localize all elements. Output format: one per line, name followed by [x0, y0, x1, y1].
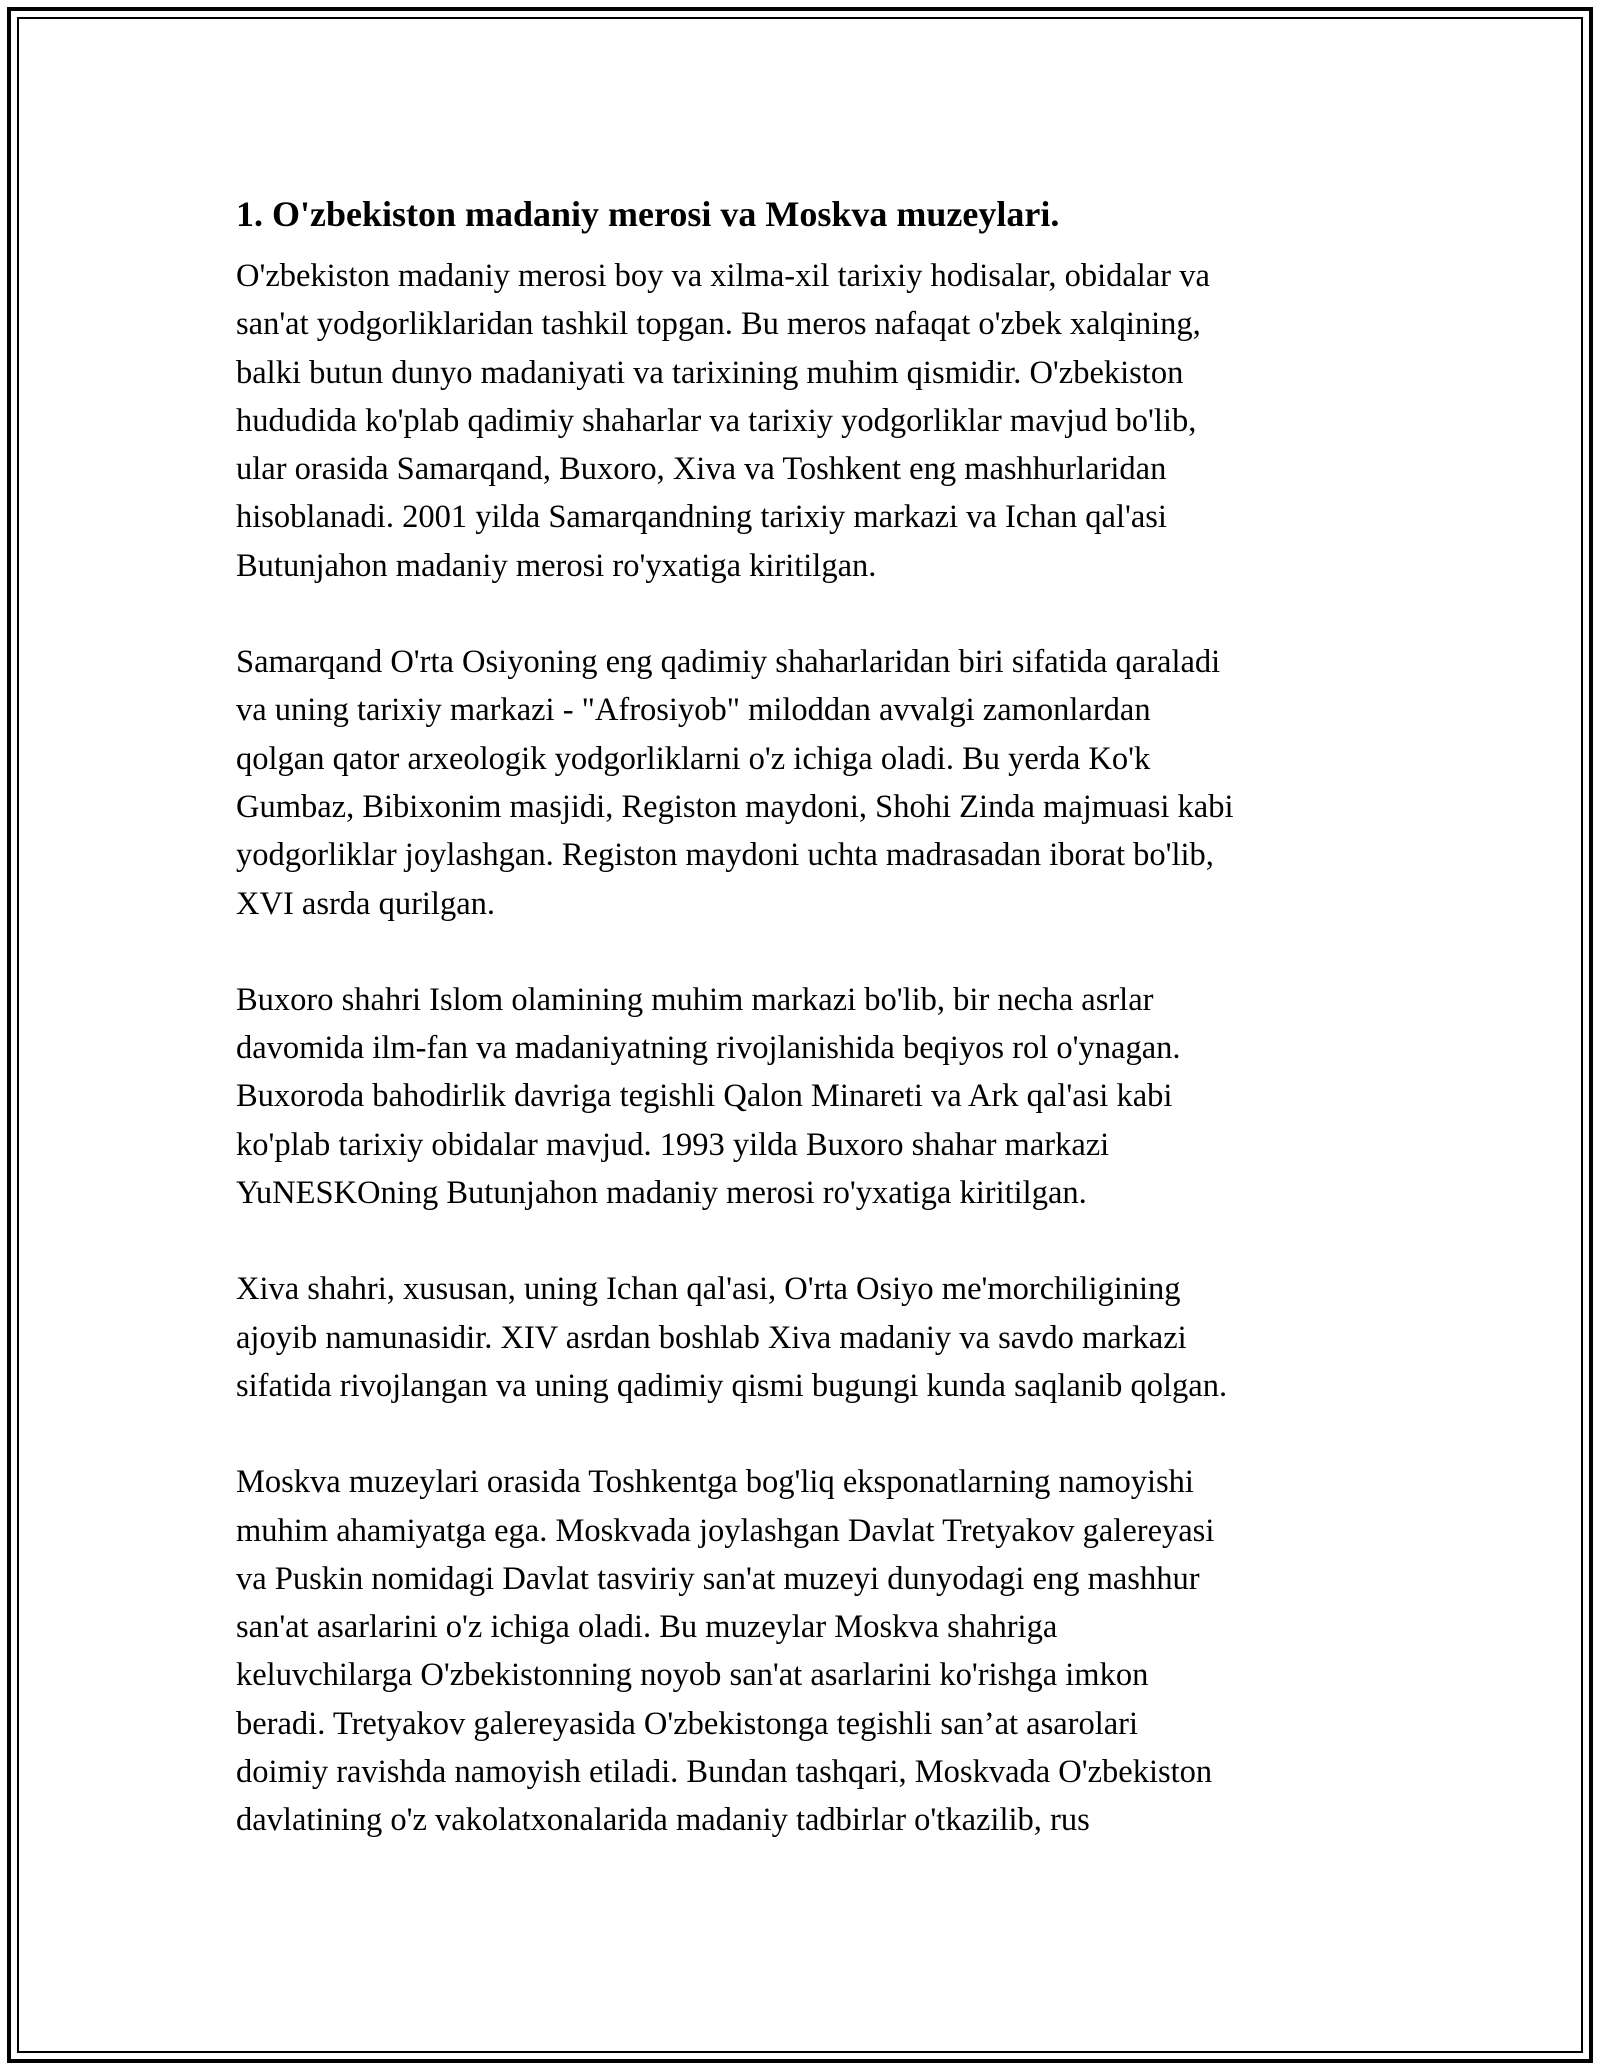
text-line: Moskva muzeylari orasida Toshkentga bog'liq eksponatlarning namoyishi	[236, 1464, 1194, 1501]
paragraph-samarkand	[236, 638, 1386, 928]
text-line: Gumbaz, Bibixonim masjidi, Registon maydoni, Shohi Zinda majmuasi kabi	[236, 788, 1234, 825]
text-line: Buxoroda bahodirlik davriga tegishli Qalon Minareti va Ark qal'asi kabi	[236, 1078, 1173, 1115]
text-line: XVI asrda qurilgan.	[236, 885, 496, 922]
text-line: san'at yodgorliklaridan tashkil topgan. Bu meros nafaqat o'zbek xalqining,	[236, 306, 1201, 343]
text-line: ajoyib namunasidir. XIV asrdan boshlab Xiva madaniy va savdo markazi	[236, 1319, 1187, 1356]
text-line: hududida ko'plab qadimiy shaharlar va tarixiy yodgorliklar mavjud bo'lib,	[236, 402, 1197, 439]
text-line: Buxoro shahri Islom olamining muhim markazi bo'lib, bir necha asrlar	[236, 981, 1154, 1018]
paragraph-khiva	[236, 1265, 1386, 1410]
paragraph-bukhara	[236, 976, 1386, 1217]
section-heading: 1. O'zbekiston madaniy merosi va Moskva muzeylari.	[236, 194, 1060, 234]
text-line: Butunjahon madaniy merosi ro'yxatiga kiritilgan.	[236, 547, 877, 584]
document-body	[236, 188, 1386, 1893]
text-line: ular orasida Samarqand, Buxoro, Xiva va Toshkent eng mashhurlaridan	[236, 451, 1167, 488]
text-line: Xiva shahri, xususan, uning Ichan qal'asi, O'rta Osiyo me'morchiligining	[236, 1271, 1181, 1308]
text-line: yodgorliklar joylashgan. Registon maydoni uchta madrasadan iborat bo'lib,	[236, 837, 1214, 874]
text-line: davlatining o'z vakolatxonalarida madaniy tadbirlar o'tkazilib, rus	[236, 1802, 1090, 1839]
text-line: ko'plab tarixiy obidalar mavjud. 1993 yilda Buxoro shahar markazi	[236, 1126, 1110, 1163]
text-line: YuNESKOning Butunjahon madaniy merosi ro'yxatiga kiritilgan.	[236, 1175, 1087, 1212]
text-line: qolgan qator arxeologik yodgorliklarni o'z ichiga oladi. Bu yerda Ko'k	[236, 740, 1151, 777]
text-line: doimiy ravishda namoyish etiladi. Bundan tashqari, Moskvada O'zbekiston	[236, 1754, 1213, 1791]
text-line: va uning tarixiy markazi - "Afrosiyob" miloddan avvalgi zamonlardan	[236, 692, 1151, 729]
text-line: beradi. Tretyakov galereyasida O'zbekistonga tegishli san’at asarolari	[236, 1705, 1139, 1742]
text-line: keluvchilarga O'zbekistonning noyob san'at asarlarini ko'rishga imkon	[236, 1657, 1149, 1694]
text-line: balki butun dunyo madaniyati va tarixining muhim qismidir. O'zbekiston	[236, 354, 1184, 391]
text-line: va Puskin nomidagi Davlat tasviriy san'at muzeyi dunyodagi eng mashhur	[236, 1560, 1200, 1597]
text-line: muhim ahamiyatga ega. Moskvada joylashgan Davlat Tretyakov galereyasi	[236, 1512, 1215, 1549]
text-line: sifatida rivojlangan va uning qadimiy qismi bugungi kunda saqlanib qolgan.	[236, 1367, 1228, 1404]
text-line: hisoblanadi. 2001 yilda Samarqandning tarixiy markazi va Ichan qal'asi	[236, 499, 1167, 536]
text-line: davomida ilm-fan va madaniyatning rivojlanishida beqiyos rol o'ynagan.	[236, 1030, 1181, 1067]
paragraph-uzbekistan-heritage	[236, 252, 1386, 590]
text-line: san'at asarlarini o'z ichiga oladi. Bu muzeylar Moskva shahriga	[236, 1609, 1058, 1646]
text-line: Samarqand O'rta Osiyoning eng qadimiy shaharlaridan biri sifatida qaraladi	[236, 644, 1221, 681]
paragraph-moscow-museums	[236, 1458, 1386, 1844]
text-line: O'zbekiston madaniy merosi boy va xilma-xil tarixiy hodisalar, obidalar va	[236, 258, 1210, 294]
